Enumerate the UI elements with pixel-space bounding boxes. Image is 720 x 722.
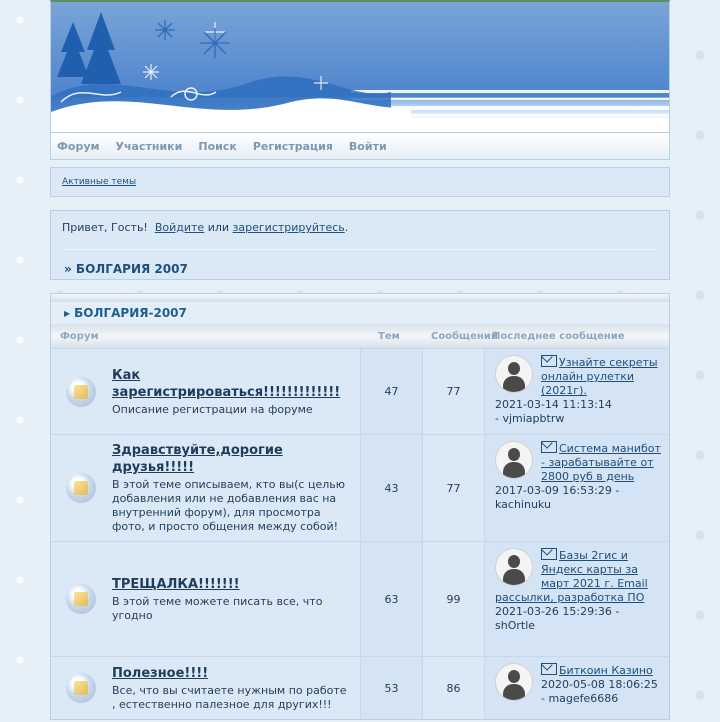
forum-row bbox=[51, 541, 669, 656]
last-post-date: 2021-03-14 11:13:14 bbox=[495, 398, 612, 411]
nav-search[interactable]: Поиск bbox=[198, 139, 237, 153]
last-post-user[interactable]: kachinuku bbox=[495, 498, 551, 511]
forum-row bbox=[51, 434, 669, 541]
column-headers bbox=[51, 324, 669, 348]
last-post-cell bbox=[485, 349, 669, 434]
forum-description: В этой теме описываем, кто вы(с целью добавления или не добавления вас на внутренний форум), для просмотра фото, и просто общения между собой! bbox=[112, 478, 345, 533]
forum-table bbox=[50, 293, 670, 720]
posts-count: 99 bbox=[423, 542, 485, 656]
message-icon bbox=[541, 441, 557, 453]
login-link[interactable]: Войдите bbox=[154, 221, 205, 234]
welcome-panel bbox=[50, 210, 670, 280]
col-topics: Тем bbox=[378, 331, 400, 342]
posts-count: 86 bbox=[423, 657, 485, 719]
forum-cell bbox=[51, 435, 361, 541]
posts-count: 77 bbox=[423, 435, 485, 541]
last-post-date: 2021-03-26 15:29:36 - bbox=[495, 605, 620, 618]
last-post-cell bbox=[485, 435, 669, 541]
register-link[interactable]: зарегистрируйтесь bbox=[232, 221, 345, 234]
last-post-date: 2020-05-08 18:06:25 bbox=[541, 678, 658, 691]
greeting-line bbox=[62, 211, 658, 243]
forum-cell bbox=[51, 657, 361, 719]
forum-row bbox=[51, 348, 669, 434]
category-title[interactable]: БОЛГАРИЯ-2007 bbox=[74, 306, 187, 320]
triangle-right-icon: ▶ bbox=[64, 308, 71, 318]
forum-row bbox=[51, 656, 669, 719]
last-post-link[interactable]: Узнайте секреты онлайн рулетки (2021г). bbox=[541, 356, 658, 397]
nav-members[interactable]: Участники bbox=[115, 139, 183, 153]
last-post-user[interactable]: - magefe6686 bbox=[541, 692, 619, 705]
nav-forum[interactable]: Форум bbox=[57, 139, 100, 153]
forum-title-link[interactable]: Здравствуйте,дорогие друзья!!!!! bbox=[112, 443, 283, 475]
active-topics-link[interactable]: Активные темы bbox=[62, 177, 137, 187]
forum-cell bbox=[51, 349, 361, 434]
page-wrapper bbox=[50, 0, 670, 720]
active-topics-bar bbox=[50, 167, 670, 197]
forum-description: В этой теме можете писать все, что угодно bbox=[112, 594, 323, 622]
last-post-user[interactable]: shOrtle bbox=[495, 619, 536, 632]
forum-banner bbox=[50, 0, 670, 133]
forum-title-link[interactable]: ТРЕЩАЛКА!!!!!!! bbox=[112, 576, 240, 592]
col-forum: Форум bbox=[60, 331, 99, 342]
forum-folder-icon bbox=[66, 584, 96, 614]
breadcrumb[interactable]: » БОЛГАРИЯ 2007 bbox=[64, 262, 188, 276]
avatar bbox=[495, 441, 533, 479]
forum-folder-icon bbox=[66, 673, 96, 703]
winter-banner-image bbox=[51, 2, 670, 132]
last-post-link[interactable]: Базы 2гис и Яндекс карты за март 2021 г. Email рассылки, разработка ПО bbox=[495, 549, 648, 604]
avatar bbox=[495, 355, 533, 393]
last-post-link[interactable]: Биткоин Казино bbox=[559, 664, 653, 677]
forum-folder-icon bbox=[66, 377, 96, 407]
message-icon bbox=[541, 355, 557, 367]
col-last-post: Последнее сообщение bbox=[492, 331, 625, 342]
period-text: . bbox=[344, 221, 349, 234]
greeting-text: Привет, Гость! bbox=[62, 221, 148, 234]
forum-folder-icon bbox=[66, 473, 96, 503]
topics-count: 63 bbox=[361, 542, 423, 656]
posts-count: 77 bbox=[423, 349, 485, 434]
forum-cell bbox=[51, 542, 361, 656]
nav-register[interactable]: Регистрация bbox=[252, 139, 333, 153]
avatar bbox=[495, 663, 533, 701]
avatar bbox=[495, 548, 533, 586]
message-icon bbox=[541, 663, 557, 675]
nav-login[interactable]: Войти bbox=[348, 139, 387, 153]
topics-count: 47 bbox=[361, 349, 423, 434]
forum-description: Все, что вы считаете нужным по работе , естественно палезное для других!!! bbox=[112, 683, 347, 711]
or-text: или bbox=[207, 221, 230, 234]
col-posts: Сообщений bbox=[431, 331, 498, 342]
main-nav bbox=[50, 133, 670, 160]
category-top-bar bbox=[51, 294, 669, 302]
last-post-user[interactable]: - vjmiapbtrw bbox=[495, 412, 565, 425]
last-post-date: 2017-03-09 16:53:29 - bbox=[495, 484, 620, 497]
last-post-cell bbox=[485, 542, 669, 656]
forum-description: Описание регистрации на форуме bbox=[112, 402, 313, 416]
last-post-link[interactable]: Система манибот - зарабатывайте от 2800 руб в день bbox=[541, 442, 661, 483]
topics-count: 53 bbox=[361, 657, 423, 719]
topics-count: 43 bbox=[361, 435, 423, 541]
message-icon bbox=[541, 548, 557, 560]
category-header bbox=[51, 302, 669, 324]
last-post-cell bbox=[485, 657, 669, 719]
forum-title-link[interactable]: Полезное!!!! bbox=[112, 665, 209, 681]
forum-title-link[interactable]: Как зарегистрироваться!!!!!!!!!!!!! bbox=[112, 367, 341, 400]
